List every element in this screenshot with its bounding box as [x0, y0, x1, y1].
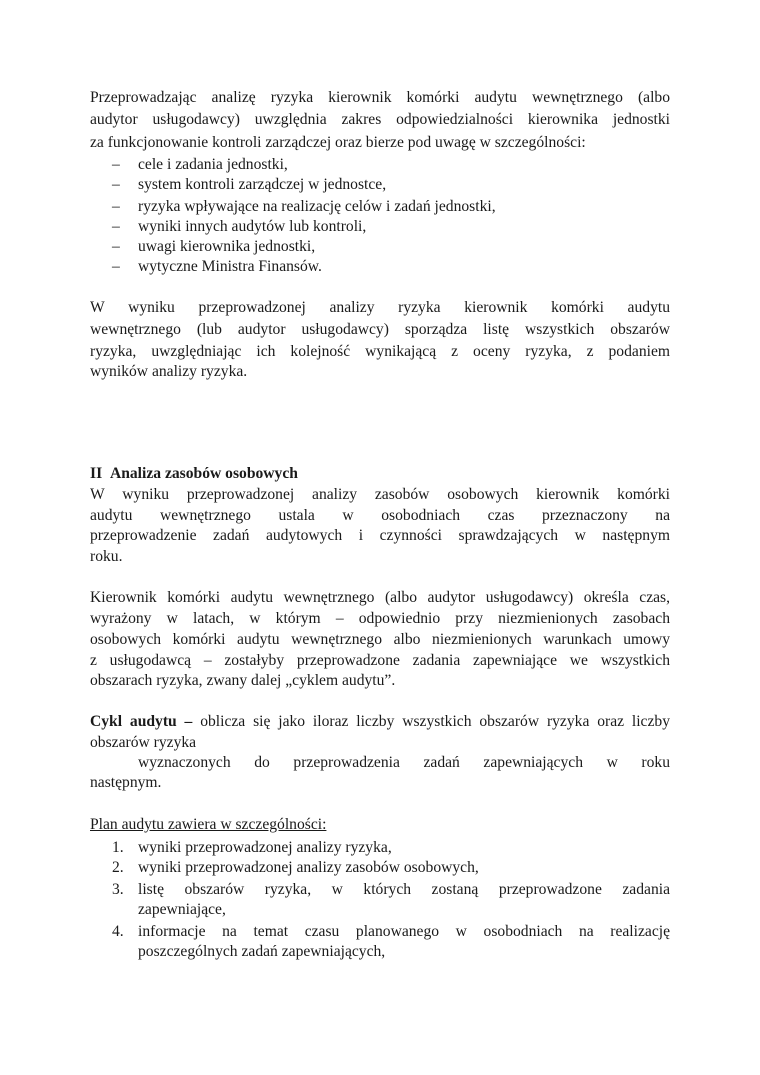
- text-line: audytu wewnętrznego ustala w osobodniach czas przeznaczony na: [90, 507, 670, 524]
- list-item-continuation: poszczególnych zadań zapewniających,: [138, 943, 386, 960]
- list-number: 1.: [112, 839, 124, 856]
- text-line: wyników analizy ryzyka.: [90, 363, 248, 380]
- definition-text: oblicza się jako iloraz liczby wszystkich obszarów ryzyka oraz liczby: [200, 713, 670, 730]
- plan-heading: Plan audytu zawiera w szczególności:: [90, 816, 327, 833]
- text-line: z usługodawcą – zostałyby przeprowadzone zadania zapewniające we wszystkich: [90, 652, 670, 669]
- text-line: W wyniku przeprowadzonej analizy ryzyka kierownik komórki audytu: [90, 299, 670, 316]
- section-number: II: [90, 465, 103, 482]
- text-line: audytor usługodawcy) uwzględnia zakres odpowiedzialności kierownika jednostki: [90, 111, 670, 128]
- list-item: informacje na temat czasu planowanego w osobodniach na realizację: [138, 923, 670, 940]
- list-item-continuation: zapewniające,: [138, 901, 226, 918]
- text-line: wyrażony w latach, w którym – odpowiednio przy niezmienionych zasobach: [90, 610, 670, 627]
- dash-bullet-icon: –: [112, 238, 120, 255]
- list-number: 4.: [112, 923, 124, 940]
- list-item: uwagi kierownika jednostki,: [138, 238, 316, 255]
- term-bold: Cykl audytu –: [90, 713, 193, 730]
- dash-bullet-icon: –: [112, 218, 120, 235]
- list-item: wytyczne Ministra Finansów.: [138, 258, 322, 275]
- text-line: przeprowadzenie zadań audytowych i czynności sprawdzających w następnym: [90, 527, 670, 544]
- list-item: ryzyka wpływające na realizację celów i zadań jednostki,: [138, 198, 496, 215]
- text-line: za funkcjonowanie kontroli zarządczej oraz bierze pod uwagę w szczególności:: [90, 134, 586, 151]
- text-line: obszarach ryzyka, zwany dalej „cyklem audytu”.: [90, 672, 396, 689]
- section-heading: [90, 464, 670, 484]
- text-line: W wyniku przeprowadzonej analizy zasobów osobowych kierownik komórki: [90, 486, 670, 503]
- section-title: Analiza zasobów osobowych: [109, 465, 298, 482]
- dash-bullet-icon: –: [112, 176, 120, 193]
- text-line: ryzyka, uwzględniając ich kolejność wynikającą z oceny ryzyka, z podaniem: [90, 343, 670, 360]
- text-line: Przeprowadzając analizę ryzyka kierownik komórki audytu wewnętrznego (albo: [90, 89, 670, 106]
- dash-bullet-icon: –: [112, 198, 120, 215]
- text-line: wewnętrznego (lub audytor usługodawcy) sporządza listę wszystkich obszarów: [90, 321, 670, 338]
- text-line: obszarów ryzyka: [90, 734, 197, 751]
- list-number: 2.: [112, 859, 124, 876]
- text-line: osobowych komórki audytu wewnętrznego albo niezmienionych warunkach umowy: [90, 631, 670, 648]
- list-item: cele i zadania jednostki,: [138, 156, 288, 173]
- text-line: wyznaczonych do przeprowadzenia zadań zapewniających w roku: [138, 754, 670, 771]
- text-line: następnym.: [90, 774, 162, 791]
- text-line: roku.: [90, 548, 123, 565]
- dash-bullet-icon: –: [112, 156, 120, 173]
- list-item: wyniki przeprowadzonej analizy zasobów osobowych,: [138, 859, 479, 876]
- text-line: Kierownik komórki audytu wewnętrznego (albo audytor usługodawcy) określa czas,: [90, 589, 670, 606]
- list-number: 3.: [112, 881, 124, 898]
- text-line: [90, 712, 670, 732]
- list-item: listę obszarów ryzyka, w których zostaną przeprowadzone zadania: [138, 881, 670, 898]
- list-item: wyniki przeprowadzonej analizy ryzyka,: [138, 839, 392, 856]
- dash-bullet-icon: –: [112, 258, 120, 275]
- list-item: wyniki innych audytów lub kontroli,: [138, 218, 367, 235]
- list-item: system kontroli zarządczej w jednostce,: [138, 176, 387, 193]
